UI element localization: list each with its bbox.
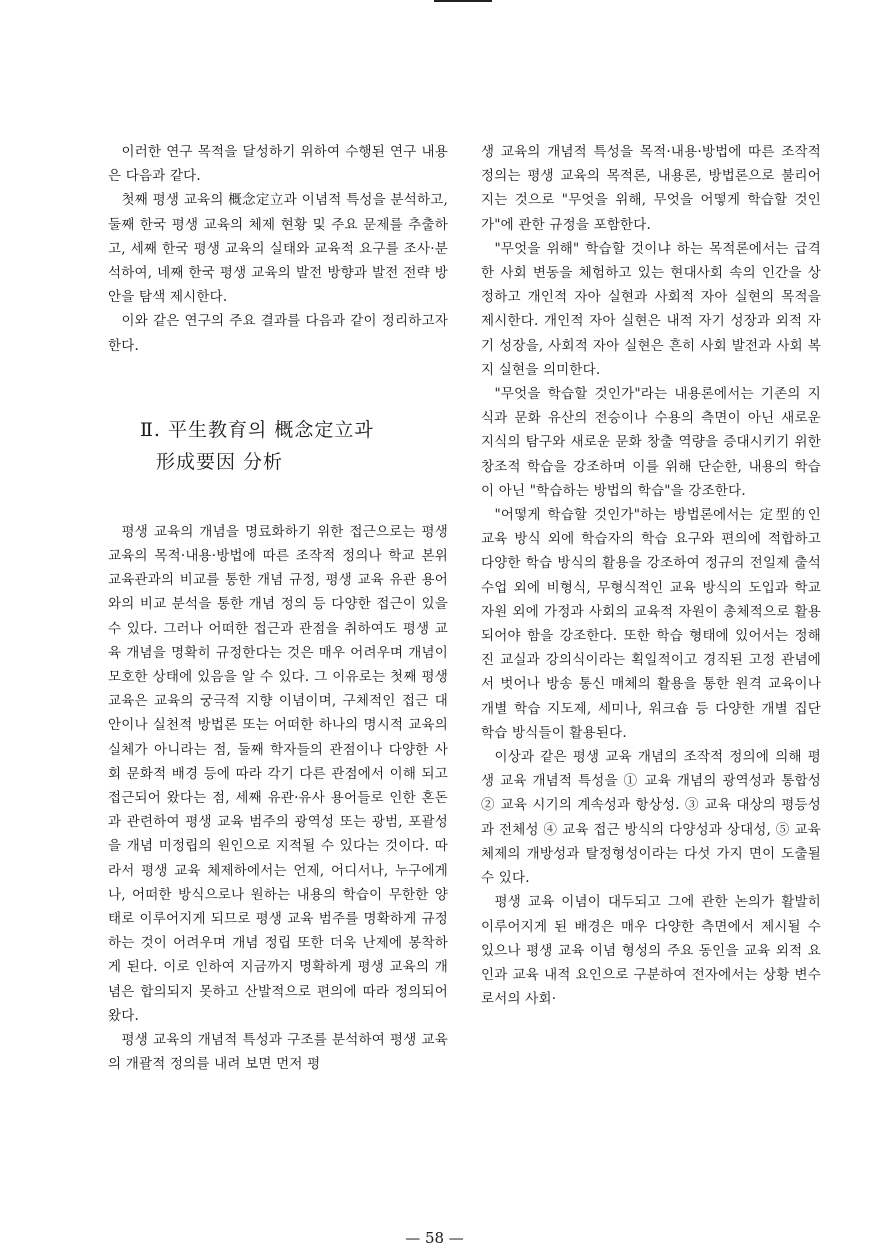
page-number: — 58 —: [405, 1229, 464, 1247]
paragraph: 이와 같은 연구의 주요 결과를 다음과 같이 정리하고자 한다.: [108, 313, 448, 354]
paragraph: 평생 교육 이념이 대두되고 그에 관한 논의가 활발히 이루어지게 된 배경은 매우 다양한 측면에서 제시될 수 있으나 평생 교육 이념 형성의 주요 동인을 교육 외적 요인과 교육 내적 요인으로 구분하여 전자에서는 상황 변수로서의 사회·: [481, 894, 821, 1008]
paragraph: "무엇을 위해" 학습할 것이냐 하는 목적론에서는 급격한 사회 변동을 체험하고 있는 현대사회 속의 인간을 상정하고 개인적 자아 실현과 사회적 자아 실현의 목적을 제시한다. 개인적 자아 실현은 내적 자기 성장과 외적 자기 성장을, 사회적 자아 실현은 흔히 사회 발전과 사회 복지 실현을 의미한다.: [481, 240, 821, 378]
paragraph: 이상과 같은 평생 교육 개념의 조작적 정의에 의해 평생 교육 개념적 특성을 ① 교육 개념의 광역성과 통합성 ② 교육 시기의 계속성과 항상성. ③ 교육 대상의 평등성과 전체성 ④ 교육 접근 방식의 다양성과 상대성, ⑤ 교육 체제의 개방성과 탈정형성이라는 다섯 가지 면이 도출될 수 있다.: [481, 749, 821, 887]
paragraph: 이러한 연구 목적을 달성하기 위하여 수행된 연구 내용은 다음과 같다.: [108, 144, 448, 185]
paragraph: 평생 교육의 개념을 명료화하기 위한 접근으로는 평생 교육의 목적·내용·방법에 따른 조작적 정의나 학교 본위 교육관과의 비교를 통한 개념 규정, 평생 교육 유관 용어와의 비교 분석을 통한 개념 정의 등 다양한 접근이 있을 수 있다. 그러나 어떠한 접근과 관점을 취하여도 평생 교육 개념을 명확히 규정한다는 것은 매우 어려우며 개념이 모호한 상태에 있음을 알 수 있다. 그 이유로는 첫째 평생 교육은 교육의 궁극적 지향 이념이며, 구체적인 접근 대안이나 실천적 방법론 또는 어떠한 하나의 명시적 교육의 실체가 아니라는 점, 둘째 학자들의 관점이나 다양한 사회 문화적 배경 등에 따라 각기 다른 관점에서 이해 되고 접근되어 왔다는 점, 세째 유관·유사 용어들로 인한 혼돈과 관련하여 평생 교육 범주의 광역성 또는 광범, 포괄성을 개념 미정립의 원인으로 지적될 수 있다는 것이다. 따라서 평생 교육 체제하에서는 언제, 어디서나, 누구에게나, 어떠한 방식으로나 원하는 내용의 학습이 무한한 양태로 이루어지게 되므로 평생 교육 범주를 명확하게 규정하는 것이 어려우며 개념 정립 또한 더욱 난제에 봉착하게 된다. 이로 인하여 지금까지 명확하게 평생 교육의 개념은 합의되지 못하고 산발적으로 편의에 따라 정의되어 왔다.: [108, 523, 448, 1024]
paragraph: 평생 교육의 개념적 특성과 구조를 분석하여 평생 교육의 개괄적 정의를 내려 보면 먼저 평: [108, 1032, 448, 1073]
section-heading-line-1: Ⅱ. 平生教育의 概念定立과: [140, 418, 374, 441]
paragraph: 첫째 평생 교육의 概念定立과 이념적 특성을 분석하고, 둘째 한국 평생 교육의 체제 현황 및 주요 문제를 추출하고, 세째 한국 평생 교육의 실태와 교육적 요구를 조사·분석하여, 네째 한국 평생 교육의 발전 방향과 발전 전략 방안을 탐색 제시한다.: [108, 192, 448, 306]
right-column: [481, 140, 821, 1011]
paragraph: "무엇을 학습할 것인가"라는 내용론에서는 기존의 지식과 문화 유산의 전승이나 수용의 측면이 아닌 새로운 지식의 탐구와 새로운 문화 창출 역량을 증대시키기 위한 창조적 학습을 강조하며 이를 위해 단순한, 내용의 학습이 아닌 "학습하는 방법의 학습"을 강조한다.: [481, 386, 821, 499]
section-heading: [108, 414, 448, 478]
section-heading-line-2: 形成要因 分析: [156, 450, 284, 473]
left-column: [108, 140, 448, 1077]
top-rule: [434, 0, 492, 2]
paragraph: "어떻게 학습할 것인가"하는 방법론에서는 定型的인 교육 방식 외에 학습자의 학습 요구와 편의에 적합하고 다양한 학습 방식의 활용을 강조하여 정규의 전일제 출석 수업 외에 비형식, 무형식적인 교육 방식의 도입과 학교 자원 외에 가정과 사회의 교육적 자원이 총체적으로 활용되어야 함을 강조한다. 또한 학습 형태에 있어서는 정해진 교실과 강의식이라는 획일적이고 경직된 고정 관념에서 벗어나 방송 통신 매체의 활용을 통한 원격 교육이나 개별 학습 지도제, 세미나, 워크숍 등 다양한 개별 집단 학습 방식들이 활용된다.: [481, 507, 821, 741]
paragraph: 생 교육의 개념적 특성을 목적·내용·방법에 따른 조작적 정의는 평생 교육의 목적론, 내용론, 방법론으로 불리어지는 것으로 "무엇을 위해, 무엇을 어떻게 학습할 것인가"에 관한 규정을 포함한다.: [481, 144, 821, 233]
